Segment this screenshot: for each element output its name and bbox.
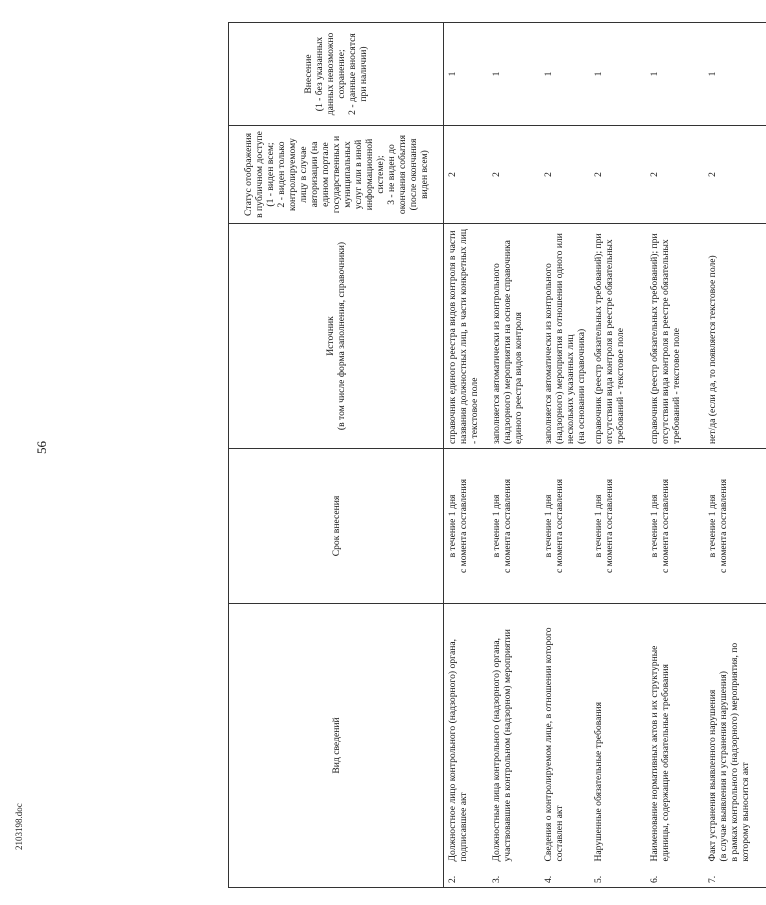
row-source: справочник (реестр обязательных требований); при отсутствии вида контроля в реестре обязательных требований - текстовое поле (590, 224, 646, 449)
document-reference: 2103198.doc (14, 803, 24, 850)
table-row (704, 23, 766, 888)
rotated-table-container (228, 23, 751, 888)
row-term: в течение 1 дня с момента составления (488, 449, 540, 604)
row-term: в течение 1 дня с момента составления (704, 449, 766, 604)
row-source: справочник (реестр обязательных требований); при отсутствии вида контроля в реестре обязательных требований - текстовое поле (646, 224, 704, 449)
row-entry: 1 (646, 23, 704, 126)
row-name: Должностные лица контрольного (надзорного) органа, участвовавшие в контрольном (надзорном) мероприятии (488, 604, 540, 866)
row-term: в течение 1 дня с момента составления (444, 449, 488, 604)
row-name: Сведения о контролируемом лице, в отношении которого составлен акт (540, 604, 590, 866)
row-number: 4. (540, 866, 590, 888)
row-source: заполняется автоматически из контрольного (надзорного) мероприятия в отношении одного или нескольких указанных лиц (на основании справочника) (540, 224, 590, 449)
table-row (444, 23, 488, 888)
table-row (488, 23, 540, 888)
row-name: Факт устранения выявленного нарушения (в случае выявления и устранения нарушения) в рамках контрольного (надзорного) мероприятия, по которому выносится акт (704, 604, 766, 866)
row-term: в течение 1 дня с момента составления (540, 449, 590, 604)
row-number: 5. (590, 866, 646, 888)
row-entry: 1 (540, 23, 590, 126)
row-number: 6. (646, 866, 704, 888)
table-row (540, 23, 590, 888)
table-row (590, 23, 646, 888)
row-entry: 1 (590, 23, 646, 126)
row-status: 2 (590, 126, 646, 224)
row-entry: 1 (704, 23, 766, 126)
row-source: заполняется автоматически из контрольного (надзорного) мероприятия на основе справочника единого реестра видов контроля (488, 224, 540, 449)
page-number: 56 (34, 441, 49, 454)
row-entry: 1 (488, 23, 540, 126)
row-name: Нарушенные обязательные требования (590, 604, 646, 866)
row-source: справочник единого реестра видов контроля в части названия должностных лиц, в части конкретных лиц - текстовое поле (444, 224, 488, 449)
header-term: Срок внесения (229, 449, 444, 604)
row-status: 2 (540, 126, 590, 224)
row-name: Наименование нормативных актов и их структурные единицы, содержащие обязательные требования (646, 604, 704, 866)
row-status: 2 (704, 126, 766, 224)
header-source: Источник (в том числе форма заполнения, справочники) (229, 224, 444, 449)
row-status: 2 (444, 126, 488, 224)
row-number: 3. (488, 866, 540, 888)
data-table (228, 22, 766, 888)
row-term: в течение 1 дня с момента составления (646, 449, 704, 604)
row-entry: 1 (444, 23, 488, 126)
header-entry: Внесение (1 - без указанных данных невозможно сохранение; 2 - данные вносятся при наличии) (229, 23, 444, 126)
row-number: 7. (704, 866, 766, 888)
row-term: в течение 1 дня с момента составления (590, 449, 646, 604)
row-status: 2 (646, 126, 704, 224)
row-name: Должностное лицо контрольного (надзорного) органа, подписавшее акт (444, 604, 488, 866)
row-source: нет/да (если да, то появляется текстовое поле) (704, 224, 766, 449)
table-row (646, 23, 704, 888)
row-status: 2 (488, 126, 540, 224)
header-row (229, 23, 444, 888)
header-name: Вид сведений (229, 604, 444, 888)
header-status: Статус отображения в публичном доступе (1 - виден всем; 2 - виден только контролируемому лицу в случае авторизации (на едином портале государственных и муниципальных услуг или в иной информационной системе); 3 - не виден до окончания события (после окончания виден всем) (229, 126, 444, 224)
row-number: 2. (444, 866, 488, 888)
